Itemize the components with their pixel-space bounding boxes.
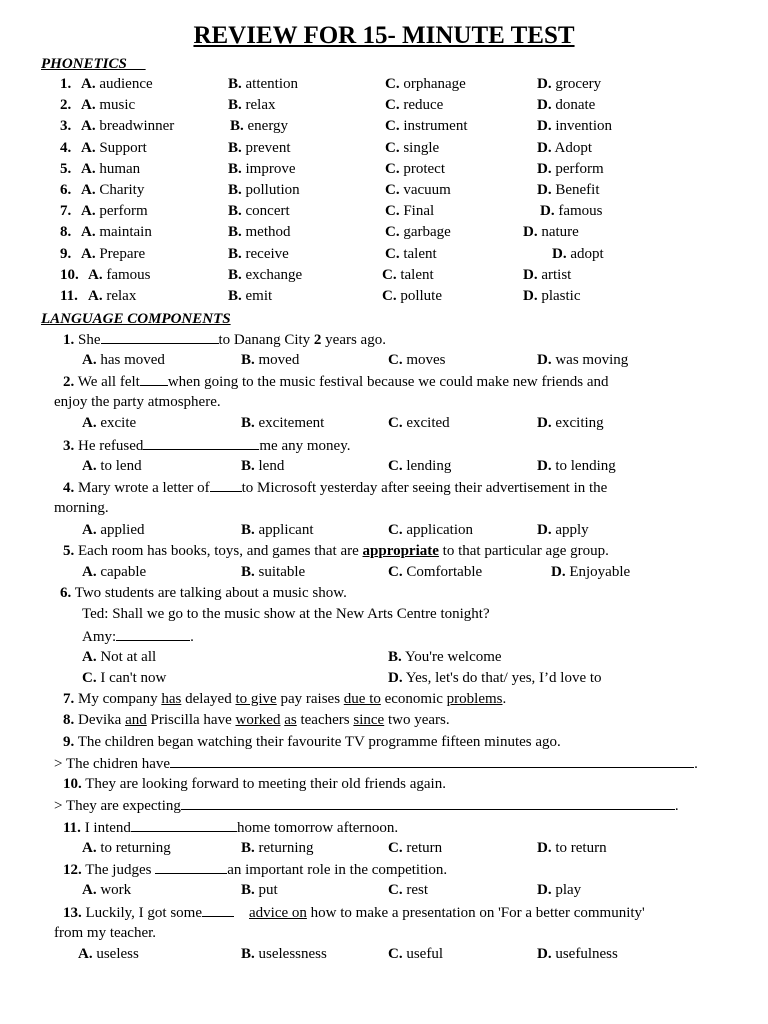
option-c[interactable]: C. Final (385, 203, 435, 220)
question-4-options (0, 520, 768, 541)
option-c[interactable]: C. vacuum (385, 182, 451, 198)
option-d[interactable]: D. perform (537, 160, 604, 177)
option-a[interactable]: A. Support (81, 139, 147, 156)
option-a[interactable]: A. excite (82, 415, 137, 431)
option-a[interactable]: A. audience (81, 76, 153, 92)
question-number: 3. (60, 118, 72, 135)
option-d[interactable]: D. famous (540, 203, 603, 220)
option-a[interactable]: A. to lend (82, 458, 142, 474)
option-c[interactable]: C. I can't now (82, 670, 167, 686)
option-b[interactable]: B. uselessness (241, 946, 327, 962)
option-d[interactable]: D. plastic (523, 288, 581, 304)
option-c[interactable]: C. talent (382, 266, 434, 283)
question-6-options-row-2 (0, 668, 768, 689)
option-c[interactable]: C. protect (385, 160, 445, 177)
option-b[interactable]: B. emit (228, 288, 273, 304)
phonetics-row (0, 201, 768, 222)
question-1: 1. She to Danang City 2 years ago. (63, 329, 386, 351)
answer-blank[interactable] (202, 902, 234, 917)
question-2: 2. We all felt when going to the music festival because we could make new friends and (63, 371, 609, 393)
question-9: 9. The children began watching their favourite TV programme fifteen minutes ago. (63, 734, 561, 750)
question-6-amy: Amy: . (82, 626, 194, 648)
option-c[interactable]: C. single (385, 139, 440, 156)
option-d[interactable]: D. adopt (552, 245, 604, 262)
key-word: appropriate (362, 543, 439, 559)
answer-blank[interactable] (181, 795, 675, 810)
phonetics-row (0, 180, 768, 201)
option-a[interactable]: A. music (81, 97, 136, 114)
option-b[interactable]: B. exchange (228, 266, 303, 283)
question-number: 7. (60, 203, 72, 220)
answer-blank[interactable] (210, 477, 242, 492)
option-b[interactable]: B. put (241, 882, 278, 898)
option-d[interactable]: D. was moving (537, 352, 629, 368)
question-3-options (0, 456, 768, 477)
option-c[interactable]: C. orphanage (385, 76, 466, 92)
question-number: 11. (60, 288, 78, 304)
option-d[interactable]: D. artist (523, 266, 572, 283)
question-7: 7. My company has delayed to give pay raises due to economic problems. (63, 691, 507, 707)
question-11-options (0, 838, 768, 859)
phonetics-row (0, 244, 768, 265)
question-9-rewrite: > The chidren have . (54, 753, 698, 775)
option-a[interactable]: A. useless (78, 946, 139, 962)
key-word: advice on (249, 905, 307, 921)
option-d[interactable]: D. Adopt (537, 139, 593, 156)
answer-blank[interactable] (101, 329, 219, 344)
phonetics-row (0, 265, 768, 286)
question-4-continued: morning. (54, 500, 109, 516)
question-number: 10. (60, 266, 79, 283)
phonetics-row (0, 138, 768, 159)
option-c[interactable]: C. rest (388, 882, 429, 898)
option-d[interactable]: D. play (537, 882, 582, 898)
option-b[interactable]: B. method (228, 224, 291, 241)
question-1-options (0, 350, 768, 371)
option-d[interactable]: D. nature (523, 224, 579, 241)
option-b[interactable]: B. excitement (241, 415, 325, 431)
option-b[interactable]: B. applicant (241, 522, 314, 538)
option-b[interactable]: B. returning (241, 840, 314, 856)
option-d[interactable]: D. donate (537, 97, 596, 114)
option-d[interactable]: D. to return (537, 840, 607, 856)
question-2-options (0, 413, 768, 434)
answer-blank[interactable] (143, 435, 259, 450)
option-d[interactable]: D. to lending (537, 458, 616, 474)
option-c[interactable]: C. moves (388, 352, 446, 368)
option-b[interactable]: B. relax (228, 97, 276, 114)
question-3: 3. He refused me any money. (63, 435, 350, 457)
section-heading-language: LANGUAGE COMPONENTS (41, 311, 231, 327)
question-4: 4. Mary wrote a letter of to Microsoft yesterday after seeing their advertisement in the (63, 477, 607, 499)
phonetics-row (0, 286, 768, 307)
question-number: 4. (60, 139, 72, 156)
option-a[interactable]: A. human (81, 160, 141, 177)
section-heading-phonetics: PHONETICS (41, 56, 146, 72)
option-a[interactable]: A. work (82, 882, 132, 898)
option-b[interactable]: B. moved (241, 352, 300, 368)
option-b[interactable]: B. concert (228, 203, 290, 220)
answer-blank[interactable] (140, 371, 168, 386)
answer-blank[interactable] (155, 859, 227, 874)
option-c[interactable]: C. lending (388, 458, 452, 474)
question-5-options (0, 562, 768, 583)
question-11: 11. I intend home tomorrow afternoon. (63, 817, 398, 839)
option-a[interactable]: A. Charity (81, 182, 145, 198)
option-c[interactable]: C. Comfortable (388, 564, 483, 580)
option-d[interactable]: D. apply (537, 522, 589, 538)
question-13-continued: from my teacher. (54, 925, 157, 941)
question-12-options (0, 880, 768, 901)
option-a[interactable]: A. breadwinner (81, 118, 175, 135)
phonetics-row (0, 116, 768, 137)
option-d[interactable]: D. Yes, let's do that/ yes, I’d love to (388, 670, 602, 686)
phonetics-row (0, 74, 768, 95)
option-b[interactable]: B. attention (228, 76, 299, 92)
option-b[interactable]: B. energy (230, 118, 289, 135)
phonetics-row (0, 222, 768, 243)
question-2-continued: enjoy the party atmosphere. (54, 394, 221, 410)
option-b[interactable]: B. suitable (241, 564, 306, 580)
answer-blank[interactable] (131, 817, 237, 832)
question-13-options (0, 944, 768, 965)
option-d[interactable]: D. invention (537, 118, 613, 135)
question-10-rewrite: > They are expecting . (54, 795, 679, 817)
option-c[interactable]: C. garbage (385, 224, 451, 241)
option-c[interactable]: C. instrument (385, 118, 468, 135)
option-c[interactable]: C. pollute (382, 288, 443, 304)
option-b[interactable]: B. prevent (228, 139, 291, 156)
option-b[interactable]: B. improve (228, 160, 296, 177)
phonetics-row (0, 95, 768, 116)
option-d[interactable]: D. Benefit (537, 182, 600, 198)
option-a[interactable]: A. Prepare (81, 245, 146, 262)
option-d[interactable]: D. exciting (537, 415, 604, 431)
option-a[interactable]: A. Not at all (82, 649, 157, 665)
question-8: 8. Devika and Priscilla have worked as teachers since two years. (63, 712, 450, 728)
question-number: 9. (60, 245, 72, 262)
option-b[interactable]: B. lend (241, 458, 285, 474)
question-6-options-row-1 (0, 647, 768, 668)
option-c[interactable]: C. useful (388, 946, 444, 962)
option-d[interactable]: D. usefulness (537, 946, 618, 962)
option-a[interactable]: A. capable (82, 564, 147, 580)
answer-blank[interactable] (116, 626, 190, 641)
option-a[interactable]: A. has moved (82, 352, 165, 368)
question-number: 5. (60, 160, 72, 177)
option-a[interactable]: A. famous (88, 266, 151, 283)
option-b[interactable]: B. receive (228, 245, 289, 262)
option-b[interactable]: B. You're welcome (388, 649, 502, 665)
option-a[interactable]: A. maintain (81, 224, 152, 241)
option-b[interactable]: B. pollution (228, 182, 300, 198)
option-d[interactable]: D. Enjoyable (551, 564, 631, 580)
question-12: 12. The judges an important role in the competition. (63, 859, 447, 881)
question-number: 6. (60, 182, 72, 198)
answer-blank[interactable] (170, 753, 694, 768)
question-13: 13. Luckily, I got some advice on how to make a presentation on 'For a better community' (63, 902, 645, 924)
option-c[interactable]: C. return (388, 840, 443, 856)
option-a[interactable]: A. relax (88, 288, 137, 304)
question-number: 1. (60, 76, 72, 92)
option-a[interactable]: A. to returning (82, 840, 171, 856)
phonetics-row (0, 159, 768, 180)
option-c[interactable]: C. excited (388, 415, 450, 431)
option-c[interactable]: C. application (388, 522, 473, 538)
question-5: 5. Each room has books, toys, and games that are appropriate to that particular age group. (63, 543, 609, 559)
option-a[interactable]: A. applied (82, 522, 145, 538)
option-a[interactable]: A. perform (81, 203, 148, 220)
option-c[interactable]: C. reduce (385, 97, 444, 114)
question-6-ted: Ted: Shall we go to the music show at the New Arts Centre tonight? (82, 606, 490, 622)
question-number: 8. (60, 224, 72, 241)
question-number: 2. (60, 97, 72, 114)
question-6: 6. Two students are talking about a music show. (60, 585, 347, 601)
option-d[interactable]: D. grocery (537, 76, 602, 92)
page-title: REVIEW FOR 15- MINUTE TEST (193, 22, 575, 49)
question-10: 10. They are looking forward to meeting their old friends again. (63, 776, 446, 792)
option-c[interactable]: C. talent (385, 245, 437, 262)
